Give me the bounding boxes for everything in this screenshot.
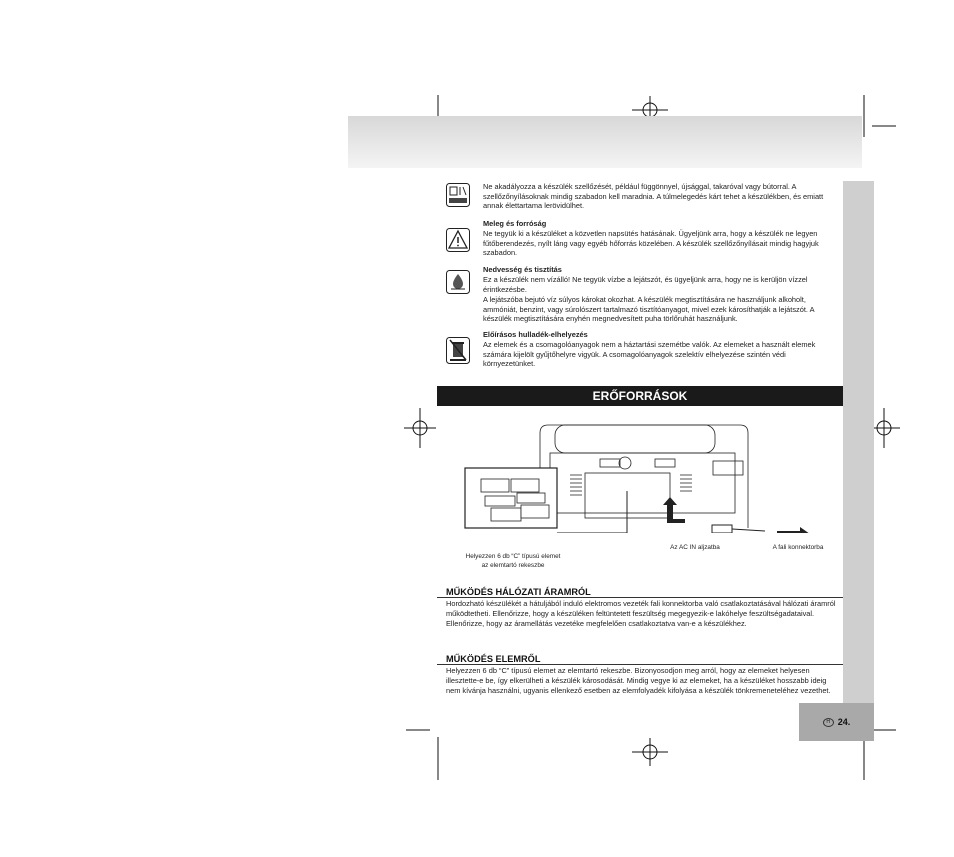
battery-caption — [448, 553, 578, 570]
ventilation-text: Ne akadályozza a készülék szellőzését, például függönnyel, újsággal, takaróval vagy bútorral. A szellőzőnyílásoknak mindig szabadon kell maradnia. A túlmelegedés kárt tehet a készülékben, és emiatt annak élettartama lerövidülhet. — [483, 182, 824, 211]
battery-title: MŰKÖDÉS ELEMRŐL — [446, 654, 541, 664]
recycle-bin-icon — [446, 337, 470, 364]
wall-outlet-caption: A fali konnektorba — [772, 544, 824, 551]
mains-body: Hordozható készülékét a hátuljából induló elektromos vezeték fali konnektorba való csatlakoztatásával hálózati áramról működtetheti. Ellenőrizze, hogy a készüléken feltüntetett feszültség megegyezik-e lakóhelye feszültségadataival. Ellenőrizze, hogy az áramellátás vezetéke megfelelően csatlakoztatva van-e a készülékhez. — [446, 599, 836, 629]
moisture-heading: Nedvesség és tisztítás — [483, 265, 562, 274]
heat-text: Ne tegyük ki a készüléket a közvetlen napsütés hatásának. Ügyeljünk arra, hogy a készülék ne legyen fűtőberendezés, nyílt láng vagy egyéb hőforrás közelében. A készülék szellőzőnyílásait mindig hagyjuk szabadon. — [483, 229, 819, 258]
moisture-text-2: A lejátszóba bejutó víz súlyos károkat okozhat. A készülék megtisztítására ne használjunk alkoholt, ammóniát, benzint, vagy súrolószert tartalmazó tisztítóanyagot, mivel ezek károsíthatják a lejátszót. A készülék megtisztítására enyhén megnedvesített puha törlőruhát használjunk. — [483, 295, 815, 324]
section-banner: ERŐFORRÁSOK — [437, 386, 843, 406]
power-diagram — [455, 413, 815, 533]
page-number: 24. — [837, 717, 851, 727]
side-tab — [843, 181, 874, 703]
battery-caption-line-1: Helyezzen 6 db “C” típusú elemet — [465, 553, 561, 560]
battery-body: Helyezzen 6 db “C” típusú elemet az elemtartó rekeszbe. Bizonyosodjon meg arról, hogy az elemeket helyesen illesztette-e be, így elkerülheti a készülék károsodását. Mindig vegye ki az elemeket, ha a készüléket hosszabb ideig nem kívánja használni, ugyanis ellenkező esetben az elemfolyadék kifolyása a készülék tönkremeneteléhez vezethet. — [446, 666, 831, 696]
disposal-heading: Előírásos hulladék-elhelyezés — [483, 330, 588, 339]
language-icon: H — [823, 718, 834, 727]
ac-in-caption: Az AC IN aljzatba — [670, 544, 720, 551]
heat-heading: Meleg és forróság — [483, 219, 547, 228]
header-band — [348, 116, 862, 168]
moisture-text: Ez a készülék nem vízálló! Ne tegyük vízbe a lejátszót, és ügyeljünk arra, hogy ne is kerüljön vízzel érintkezésbe. — [483, 275, 808, 294]
battery-caption-line-2: az elemtartó rekeszbe — [481, 561, 545, 569]
warning-triangle-icon — [446, 228, 470, 252]
battery-rule — [437, 664, 843, 665]
ventilation-icon — [446, 183, 470, 207]
mains-rule — [437, 597, 843, 598]
disposal-text: Az elemek és a csomagolóanyagok nem a háztartási szemétbe valók. Az elemeket a használt elemek számára kijelölt gyűjtőhelyre vigyük. A csomagolóanyagok szelektív elhelyezése szintén védi környezetünket. — [483, 340, 816, 369]
page-number-box — [799, 703, 874, 741]
mains-title: MŰKÖDÉS HÁLÓZATI ÁRAMRÓL — [446, 587, 591, 597]
moisture-icon — [446, 270, 470, 294]
